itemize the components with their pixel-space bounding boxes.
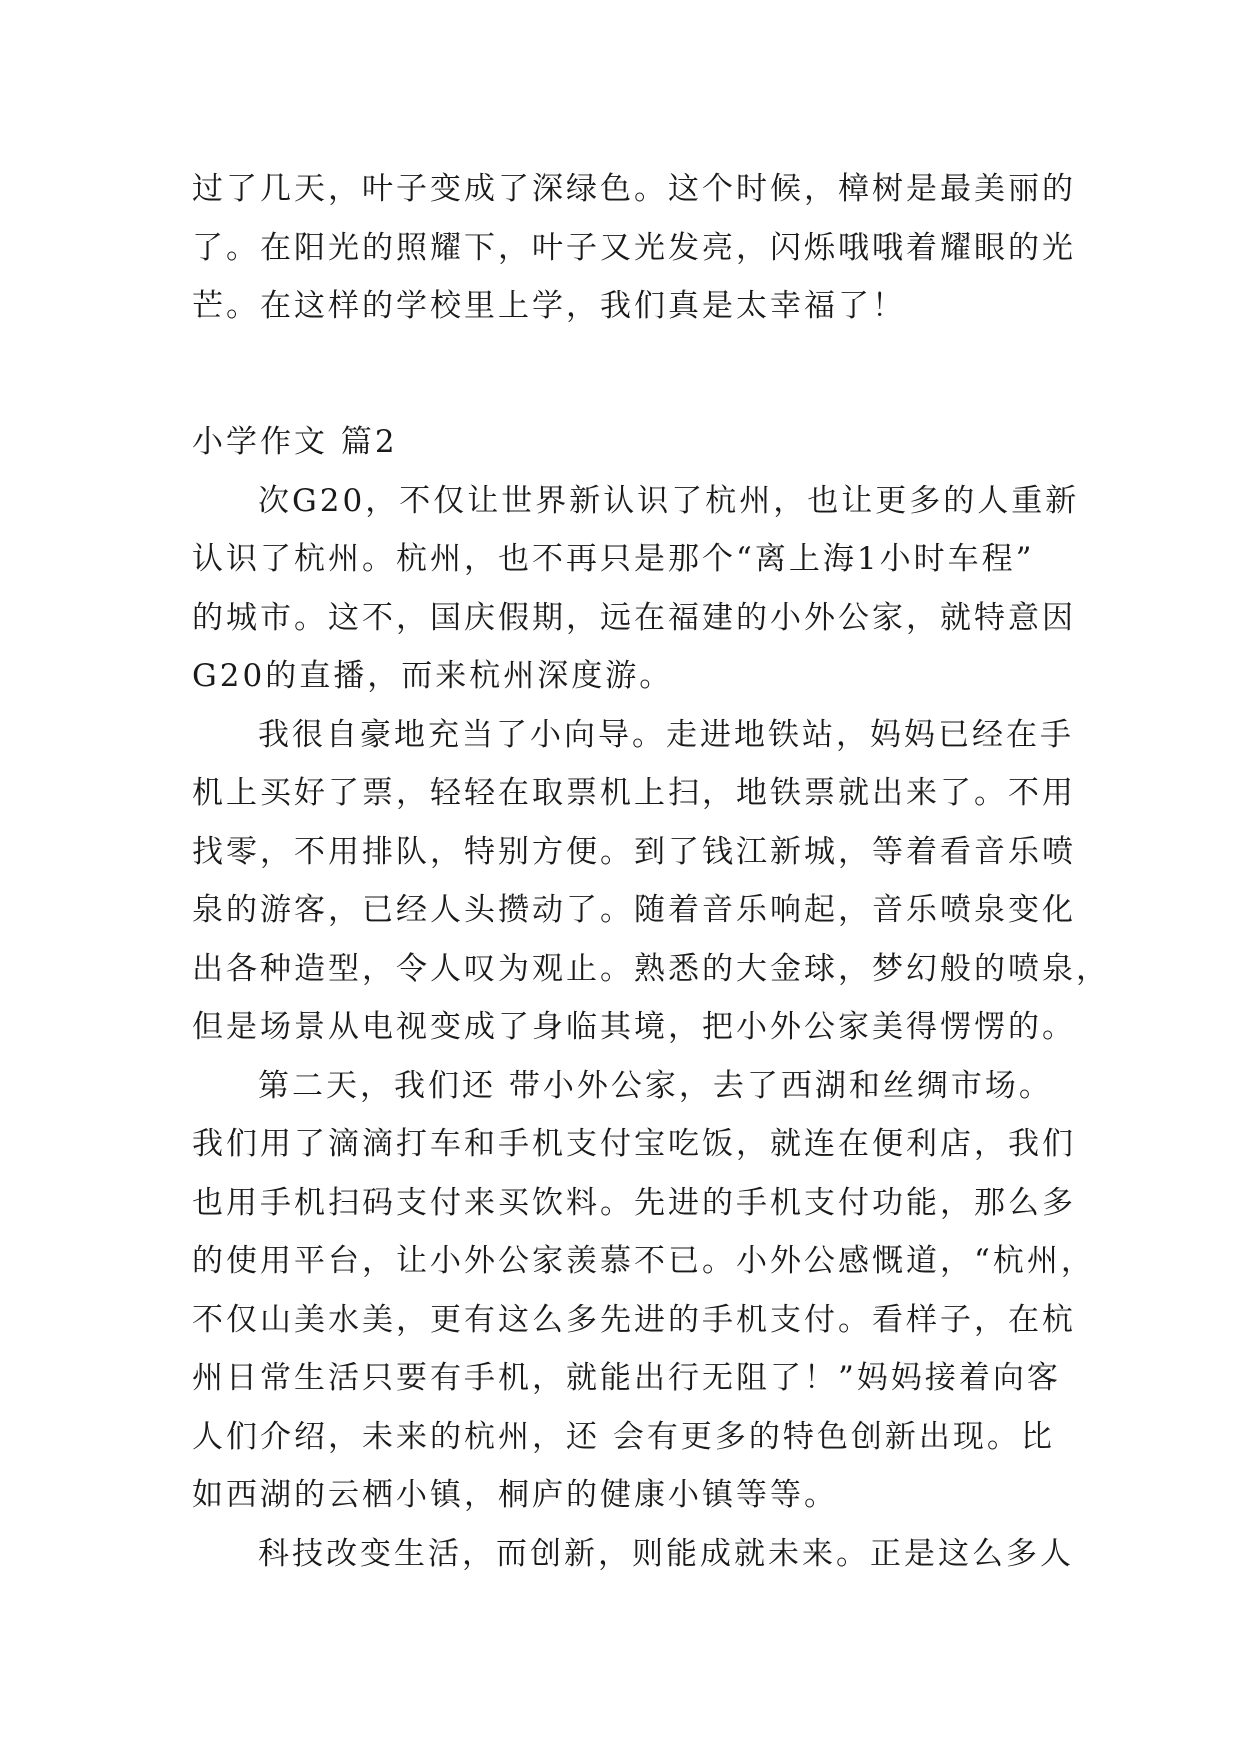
text-line: 芒。在这样的学校里上学，我们真是太幸福了！ bbox=[192, 288, 906, 324]
paragraph bbox=[192, 472, 1080, 706]
text-line: G20的直播，而来杭州深度游。 bbox=[192, 658, 674, 694]
text-line: 的城市。这不，国庆假期，远在福建的小外公家，就特意因 bbox=[192, 599, 1076, 636]
text-line: 人们介绍，未来的杭州，还 会有更多的特色创新出现。比 bbox=[192, 1418, 1055, 1455]
text-line: 我很自豪地充当了小向导。走进地铁站，妈妈已经在手 bbox=[258, 716, 1074, 753]
text-line: 第二天，我们还 带小外公家，去了西湖和丝绸市场。 bbox=[258, 1067, 1053, 1104]
text-line: 不仅山美水美，更有这么多先进的手机支付。看样子，在杭 bbox=[192, 1301, 1076, 1338]
document-body bbox=[192, 160, 1110, 1583]
text-line: 认识了杭州。杭州，也不再只是那个“离上海1小时车程” bbox=[192, 541, 1035, 577]
text-line: 出各种造型，令人叹为观止。熟悉的大金球，梦幻般的喷泉， bbox=[192, 950, 1110, 987]
text-line: 也用手机扫码支付来买饮料。先进的手机支付功能，那么多 bbox=[192, 1184, 1076, 1221]
section-title: 小学作文 篇2 bbox=[192, 423, 398, 460]
paragraph bbox=[192, 1057, 1095, 1525]
text-line: 州日常生活只要有手机，就能出行无阻了！”妈妈接着向客 bbox=[192, 1360, 1061, 1396]
paragraph bbox=[192, 706, 1110, 1057]
text-line: 机上买好了票，轻轻在取票机上扫，地铁票就出来了。不用 bbox=[192, 775, 1076, 811]
text-line: 泉的游客，已经人头攒动了。随着音乐响起，音乐喷泉变化 bbox=[192, 892, 1076, 928]
text-line: 但是场景从电视变成了身临其境，把小外公家美得愣愣的。 bbox=[192, 1009, 1076, 1045]
text-line: 过了几天，叶子变成了深绿色。这个时候，樟树是最美丽的 bbox=[192, 171, 1076, 207]
text-line: 找零，不用排队，特别方便。到了钱江新城，等着看音乐喷 bbox=[192, 833, 1076, 870]
text-line: 了。在阳光的照耀下，叶子又光发亮，闪烁哦哦着耀眼的光 bbox=[192, 229, 1076, 266]
text-line: 科技改变生活，而创新，则能成就未来。正是这么多人 bbox=[258, 1535, 1074, 1572]
intro-paragraph bbox=[192, 160, 1076, 336]
text-line: 的使用平台，让小外公家羡慕不已。小外公感慨道，“杭州， bbox=[192, 1243, 1095, 1279]
paragraph bbox=[192, 1525, 1072, 1584]
text-line: 次G20，不仅让世界新认识了杭州，也让更多的人重新 bbox=[258, 482, 1080, 519]
text-line: 我们用了滴滴打车和手机支付宝吃饭，就连在便利店，我们 bbox=[192, 1126, 1076, 1162]
text-line: 如西湖的云栖小镇，桐庐的健康小镇等等。 bbox=[192, 1477, 838, 1513]
